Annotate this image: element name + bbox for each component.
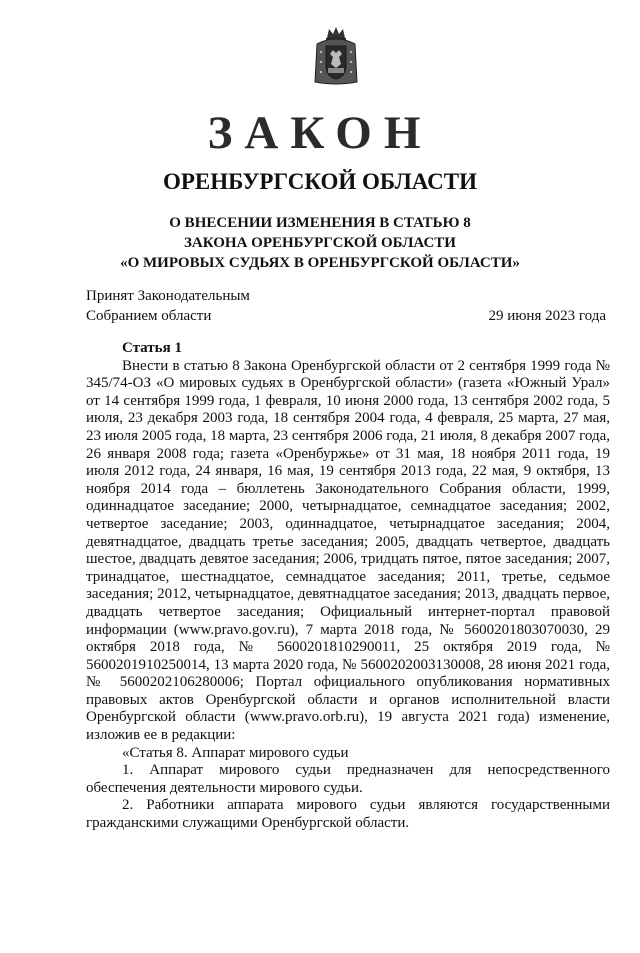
adoption-line: Собранием области xyxy=(86,308,212,324)
subject-line: «О МИРОВЫХ СУДЬЯХ В ОРЕНБУРГСКОЙ ОБЛАСТИ» xyxy=(120,255,520,271)
subject-line: О ВНЕСЕНИИ ИЗМЕНЕНИЯ В СТАТЬЮ 8 xyxy=(169,215,471,231)
article-intro-paragraph: Внести в статью 8 Закона Оренбургской области от 2 сентября 1999 года № 345/74-ОЗ «О мировых судьях в Оренбургской области» (газета «Южный Урал» от 14 сентября 1999 года, 1 февраля, 10 июня 2000 года, 13 сентября 2002 года, 5 июля, 23 декабря 2003 года, 18 сентября 2004 года, 4 февраля, 25 марта, 27 мая, 23 июля 2005 года, 18 марта, 23 сентября 2006 года, 21 июля, 8 декабря 2007 года, 26 января 2008 года; газета «Оренбуржье» от 31 мая, 18 ноября 2011 года, 19 июля 2012 года, 24 января, 16 мая, 19 сентября 2013 года, 22 мая, 9 октября, 13 ноября 2014 года – бюллетень Законодательного Собрания области, 1999, одиннадцатое заседание; 2000, четырнадцатое, семнадцатое заседания; 2002, четвертое заседание; 2003, одиннадцатое, четырнадцатое заседания; 2004, девятнадцатое, двадцать третье заседания; 2005, двадцать четвертое, двадцать шестое, двадцать девятое заседания; 2006, тридцать пятое, пятое заседания; 2007, тринадцатое, шестнадцатое, семнадцатое заседания; 2011, третье, седьмое заседания; 2012, четырнадцатое, девятнадцатое заседания; 2013, двадцать первое, двадцать четвертое заседания; Официальный интернет-портал правовой информации (www.pravo.gov.ru), 7 марта 2018 года, № 5600201803070030, 29 октября 2018 года, № 5600201810290011, 25 октября 2019 года, № 5600201910250014, 13 марта 2020 года, № 5600202003130008, 28 июня 2021 года, № 5600202106280006; Портал официального опубликования нормативных правовых актов Оренбургской области и органов исполнительной власти Оренбургской области (www.pravo.orb.ru), 19 августа 2021 года) изменение, изложив ее в редакции: xyxy=(86,357,610,744)
article-body xyxy=(86,340,610,833)
law-title: ЗАКОН xyxy=(207,107,433,159)
region-title: ОРЕНБУРГСКОЙ ОБЛАСТИ xyxy=(162,169,478,194)
adoption-info xyxy=(86,286,250,326)
adoption-date: 29 июня 2023 года xyxy=(488,308,606,324)
article-point-1: 1. Аппарат мирового судьи предназначен для непосредственного обеспечения деятельности мирового судьи. xyxy=(86,762,610,796)
article-title: Статья 1 xyxy=(122,340,182,356)
law-subject xyxy=(0,213,640,273)
subject-line: ЗАКОНА ОРЕНБУРГСКОЙ ОБЛАСТИ xyxy=(184,235,456,251)
quoted-article-heading: «Статья 8. Аппарат мирового судьи xyxy=(122,744,349,761)
adoption-line: Принят Законодательным xyxy=(86,288,250,304)
article-point-2: 2. Работники аппарата мирового судьи являются государственными гражданскими служащими Оренбургской области. xyxy=(86,797,610,832)
coat-of-arms-icon xyxy=(313,24,359,86)
